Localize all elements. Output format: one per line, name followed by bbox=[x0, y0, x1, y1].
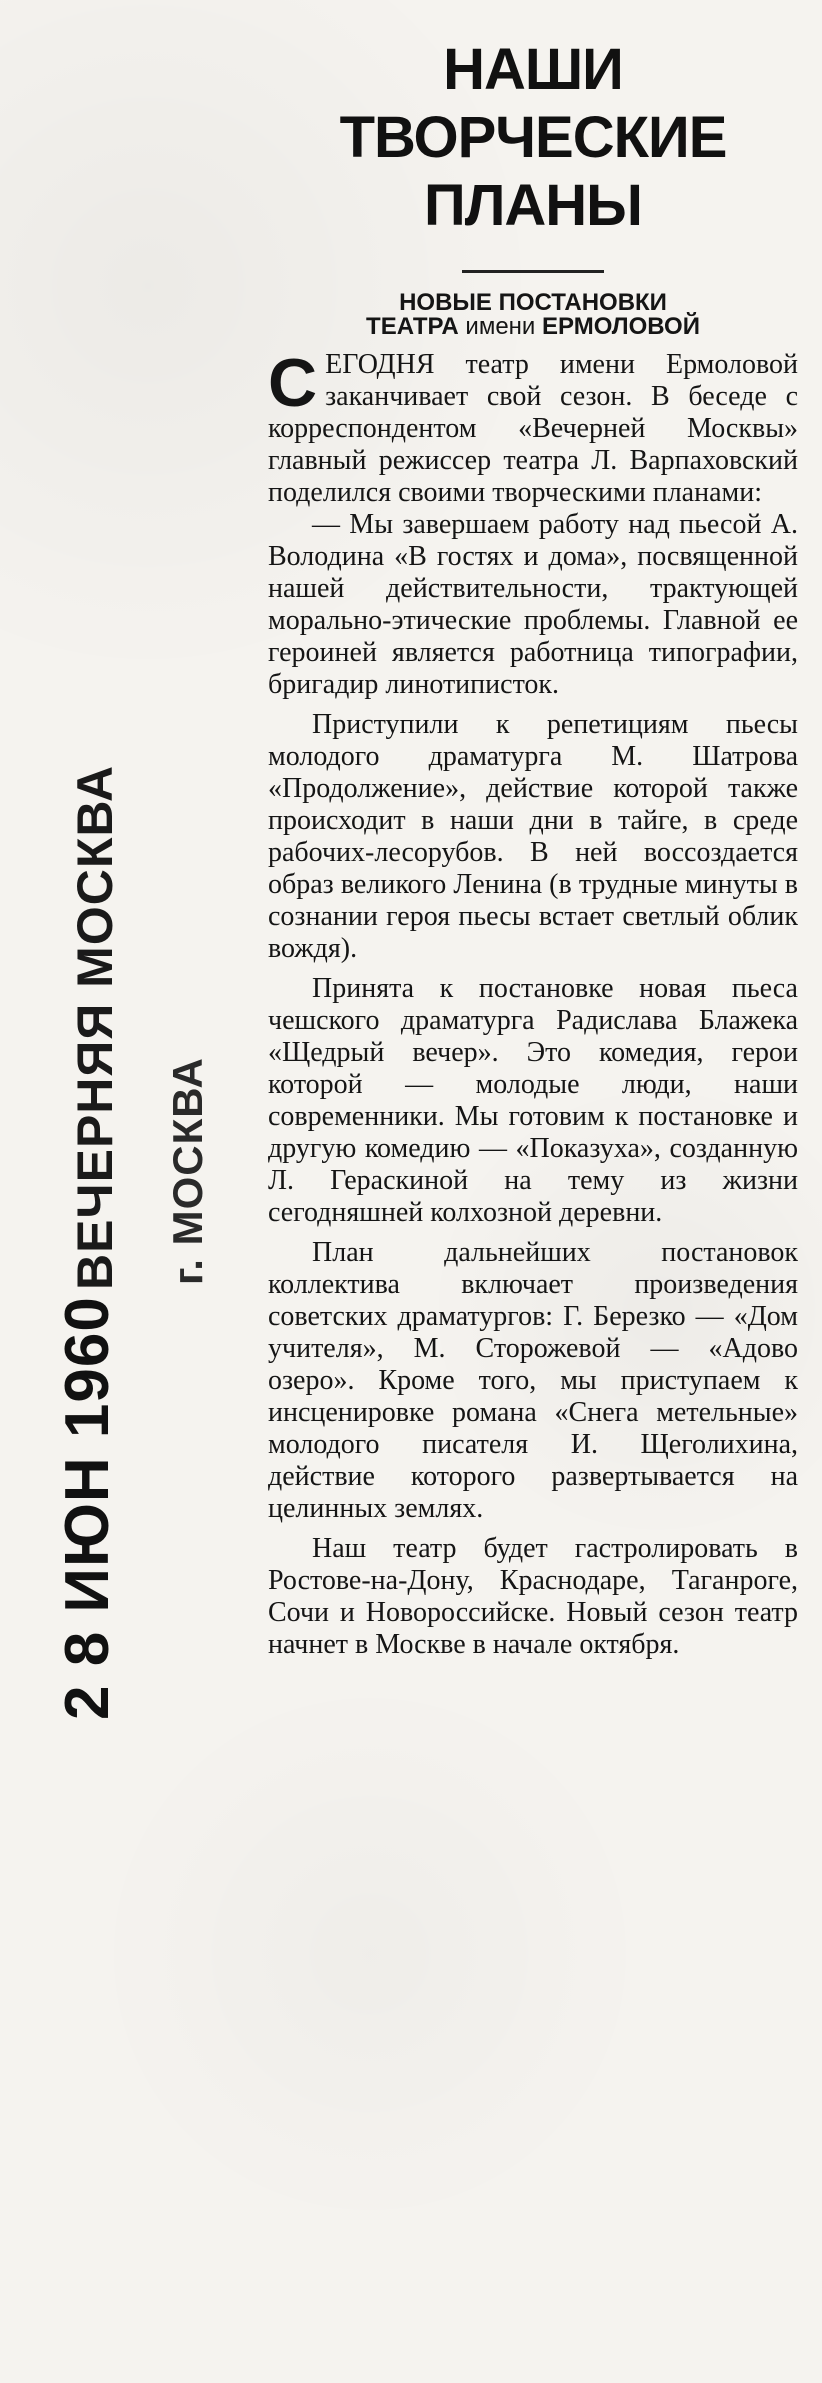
article-subhead-line-1: НОВЫЕ ПОСТАНОВКИ bbox=[399, 289, 667, 316]
stamp-date: 2 8 ИЮН 1960 bbox=[53, 1296, 122, 1720]
paragraph-5: План дальнейших постановок коллектива включает произведения советских драматургов: Г. Березко — «Дом учителя», М. Сторожевой — «Адово озеро». Кроме того, мы приступаем к инсценировке романа «Снега метельные» молодого писателя И. Щеголихина, действие которого развертывается на целинных землях. bbox=[268, 1237, 798, 1524]
paragraph-gap-4 bbox=[268, 1525, 798, 1533]
paragraph-2: — Мы завершаем работу над пьесой А. Володина «В гостях и дома», посвященной нашей действительности, трактующей морально-этические проблемы. Главной ее героиней является работница типографии, бригадир линотиписток. bbox=[268, 509, 798, 700]
drop-cap: С bbox=[268, 345, 318, 421]
subhead-suffix: ЕРМОЛОВОЙ bbox=[542, 313, 700, 340]
article-body bbox=[268, 345, 798, 1661]
stamp-newspaper-name: ВЕЧЕРНЯЯ МОСКВА bbox=[67, 764, 123, 1290]
paragraph-gap-2 bbox=[268, 965, 798, 973]
headline-line-1: НАШИ bbox=[443, 37, 623, 102]
subhead-middle: имени bbox=[465, 313, 536, 340]
stamp-city: г. МОСКВА bbox=[164, 1057, 211, 1285]
paragraph-gap-1 bbox=[268, 701, 798, 709]
paragraph-gap-3 bbox=[268, 1229, 798, 1237]
article-headline bbox=[268, 36, 798, 240]
headline-rule bbox=[462, 270, 604, 273]
headline-line-3: ПЛАНЫ bbox=[424, 173, 642, 238]
article-subhead-line-2 bbox=[268, 315, 798, 339]
paragraph-1 bbox=[268, 345, 798, 509]
paragraph-1-text: ЕГОДНЯ театр имени Ермоловой заканчивает свой сезон. В беседе с корреспондентом «Вечерней Москвы» главный режиссер театра Л. Варпаховский поделился своими творческими планами: bbox=[268, 349, 798, 508]
paragraph-6: Наш театр будет гастролировать в Ростове-на-Дону, Краснодаре, Таганроге, Сочи и Новороссийске. Новый сезон театр начнет в Москве в начале октября. bbox=[268, 1533, 798, 1660]
paragraph-3: Приступили к репетициям пьесы молодого драматурга М. Шатрова «Продолжение», действие которой также происходит в наши дни в тайге, в среде рабочих-лесорубов. В ней воссоздается образ великого Ленина (в трудные минуты в сознании героя пьесы встает светлый облик вождя). bbox=[268, 709, 798, 964]
headline-line-2: ТВОРЧЕСКИЕ bbox=[339, 105, 727, 170]
subhead-prefix: ТЕАТРА bbox=[366, 313, 459, 340]
paragraph-4: Принята к постановке новая пьеса чешского драматурга Радислава Блажека «Щедрый вечер». Это комедия, герои которой — молодые люди, наши современники. Мы готовим к постановке и другую комедию — «Показуха», созданную Л. Гераскиной на тему из жизни сегодняшней колхозной деревни. bbox=[268, 973, 798, 1228]
article bbox=[268, 36, 798, 1661]
